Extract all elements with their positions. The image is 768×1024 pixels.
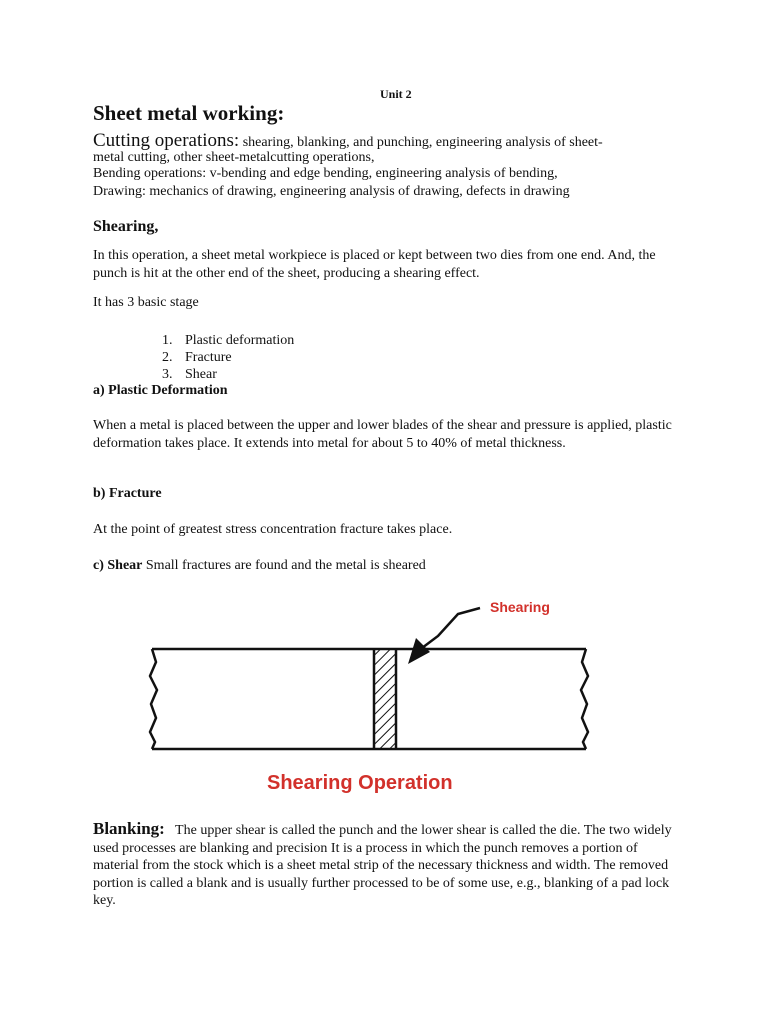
page-title: Sheet metal working: — [93, 101, 285, 125]
list-item: 3. Shear — [162, 367, 217, 382]
stages-intro: It has 3 basic stage — [93, 295, 199, 310]
cutting-operations-text: shearing, blanking, and punching, engineering analysis of sheet- — [239, 135, 603, 150]
callout-arrow-line — [422, 608, 480, 648]
figure-caption: Shearing Operation — [267, 772, 453, 794]
shear-zone — [374, 649, 396, 749]
bending-operations-line: Bending operations: v-bending and edge bending, engineering analysis of bending, — [93, 166, 558, 181]
blanking-text: The upper shear is called the punch and the lower shear is called the die. The two widely used processes are blanking and precision It is a process in which the punch removes a portion of material from the stock which is a sheet metal strip of the necessary thickness and width. The removed portion is called a blank and is usually further processed to be of some use, e.g., blanking of a pad lock key. — [93, 823, 676, 908]
blanking-paragraph — [93, 820, 683, 910]
shear-text: Small fractures are found and the metal is sheared — [142, 558, 426, 573]
unit-heading: Unit 2 — [380, 87, 412, 101]
sheet-left-break — [150, 649, 157, 749]
list-item: 1. Plastic deformation — [162, 333, 295, 348]
list-item: 2. Fracture — [162, 350, 232, 365]
drawing-operations-line: Drawing: mechanics of drawing, engineering analysis of drawing, defects in drawing — [93, 184, 570, 199]
plastic-deformation-text: When a metal is placed between the upper and lower blades of the shear and pressure is applied, plastic deformation takes place. It extends into metal for about 5 to 40% of metal thickness. — [93, 418, 672, 451]
stages-list — [162, 332, 294, 383]
cutting-operations-continued: metal cutting, other sheet-metalcutting operations, — [93, 150, 375, 165]
cutting-operations-line — [93, 130, 603, 152]
fracture-text: At the point of greatest stress concentration fracture takes place. — [93, 522, 453, 537]
fracture-heading: b) Fracture — [93, 486, 162, 501]
shearing-heading: Shearing, — [93, 218, 159, 235]
plastic-deformation-heading: a) Plastic Deformation — [93, 383, 228, 398]
shear-heading: c) Shear — [93, 558, 143, 573]
shear-line — [93, 557, 693, 575]
arrow-head-icon — [408, 638, 430, 664]
cutting-operations-label: Cutting operations: — [93, 130, 240, 151]
shearing-description: In this operation, a sheet metal workpiece is placed or kept between two dies from one end. And, the punch is hit at the other end of the sheet, producing a shearing effect. — [93, 248, 656, 281]
shearing-callout-label: Shearing — [490, 599, 550, 615]
blanking-heading: Blanking: — [93, 819, 165, 838]
shearing-diagram — [130, 592, 610, 807]
sheet-right-break — [581, 649, 588, 749]
